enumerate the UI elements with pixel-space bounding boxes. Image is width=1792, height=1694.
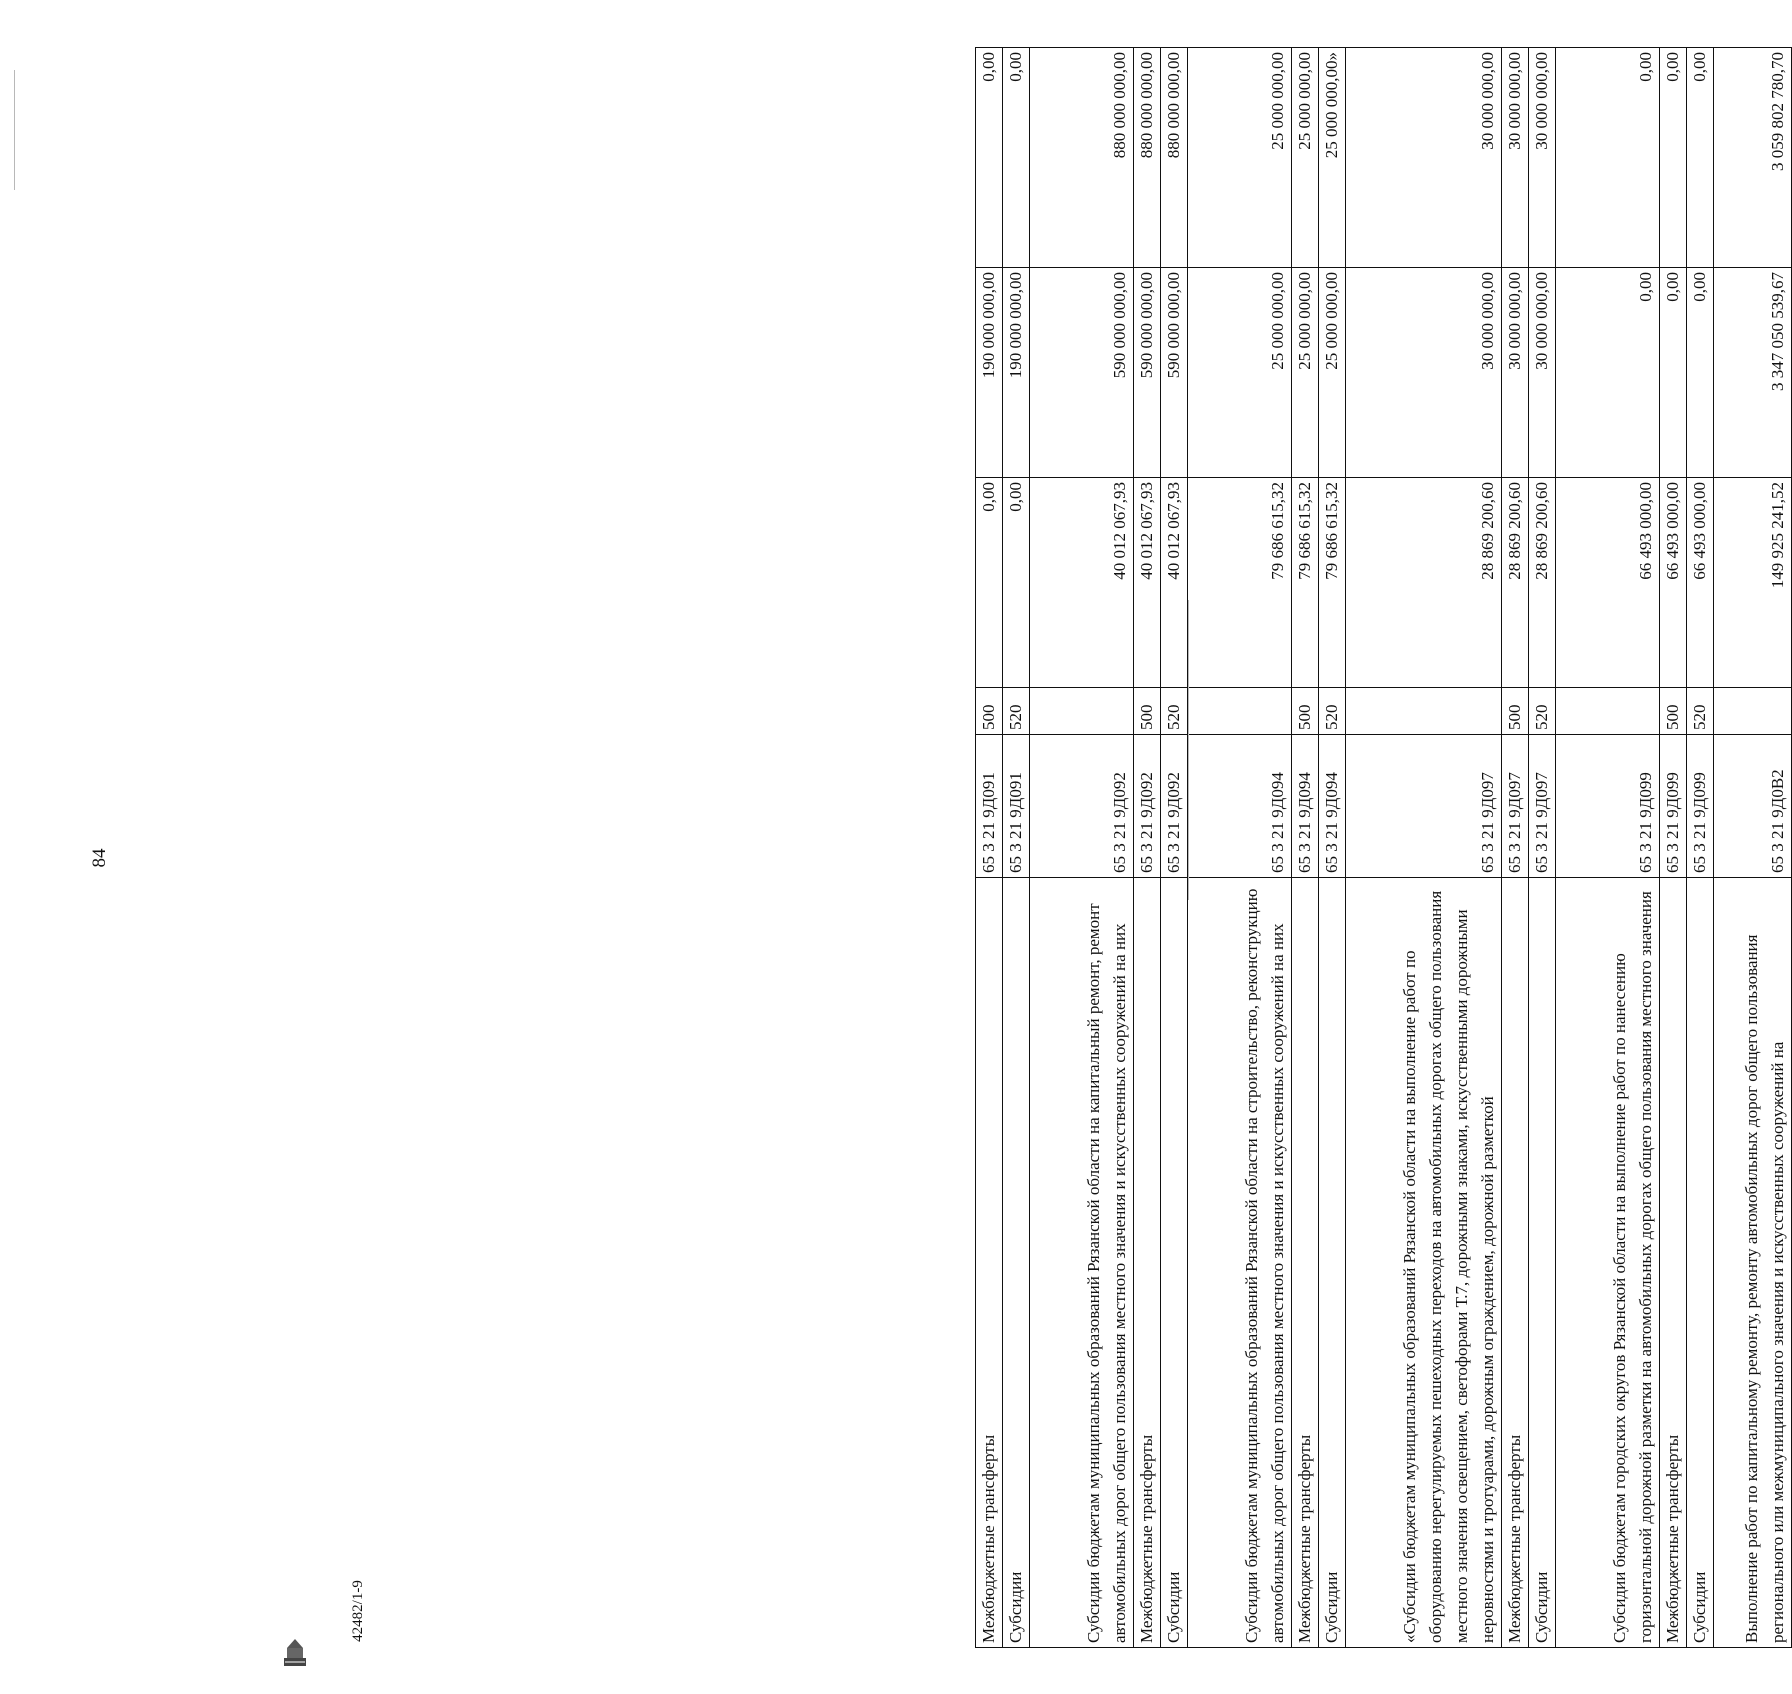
row-value-1: 28 869 200,60	[1346, 478, 1502, 688]
row-value-1: 79 686 615,32	[1319, 478, 1346, 688]
table-row	[1529, 48, 1556, 1648]
row-value-3: 0,00	[1003, 48, 1030, 268]
emblem-icon	[282, 1638, 308, 1668]
row-value-1: 0,00	[976, 478, 1003, 688]
row-value-1: 40 012 067,93	[1030, 478, 1134, 688]
row-value-1: 28 869 200,60	[1529, 478, 1556, 688]
table-row	[1502, 48, 1529, 1648]
row-name: Межбюджетные трансферты	[1502, 878, 1529, 1648]
row-code: 65 3 21 9Д091	[976, 735, 1003, 878]
row-code: 65 3 21 9Д0В2	[1714, 735, 1792, 878]
row-type	[1714, 688, 1792, 735]
row-value-1: 28 869 200,60	[1502, 478, 1529, 688]
row-type: 500	[976, 688, 1003, 735]
row-value-2: 0,00	[1660, 268, 1687, 478]
row-value-3: 880 000 000,00	[1030, 48, 1134, 268]
row-type	[1030, 688, 1134, 735]
table-row	[1134, 48, 1161, 1648]
row-value-2: 190 000 000,00	[1003, 268, 1030, 478]
row-value-2: 25 000 000,00	[1319, 268, 1346, 478]
row-value-3: 25 000 000,00»	[1319, 48, 1346, 268]
row-value-3: 25 000 000,00	[1292, 48, 1319, 268]
row-value-2: 3 347 050 539,67	[1714, 268, 1792, 478]
row-value-2: 0,00	[1556, 268, 1660, 478]
table-row	[1660, 48, 1687, 1648]
table-row	[1714, 48, 1792, 1648]
budget-table-rotated	[975, 48, 1787, 1648]
row-value-1: 66 493 000,00	[1687, 478, 1714, 688]
row-code: 65 3 21 9Д097	[1346, 735, 1502, 878]
row-code: 65 3 21 9Д097	[1529, 735, 1556, 878]
row-value-3: 25 000 000,00	[1188, 48, 1292, 268]
row-name: Субсидии	[1161, 878, 1188, 1648]
row-type: 500	[1292, 688, 1319, 735]
row-value-2: 30 000 000,00	[1502, 268, 1529, 478]
row-value-2: 590 000 000,00	[1134, 268, 1161, 478]
row-name: «Субсидии бюджетам муниципальных образований Рязанской области на выполнение работ по оборудованию нерегулируемых пешеходных переходов на автомобильных дорогах общего пользования местного значения освещением, светофорами Т.7, дорожными знаками, искусственными дорожными неровностями и тротуарами, дорожным ограждением, дорожной разметкой	[1346, 878, 1502, 1648]
document-code: 42482/1-9	[350, 1580, 366, 1642]
row-value-2: 590 000 000,00	[1161, 268, 1188, 478]
row-value-2: 590 000 000,00	[1030, 268, 1134, 478]
row-code: 65 3 21 9Д094	[1188, 735, 1292, 878]
row-value-1: 79 686 615,32	[1188, 478, 1292, 688]
row-type: 520	[1003, 688, 1030, 735]
scan-edge-mark	[14, 70, 15, 190]
row-value-1: 66 493 000,00	[1660, 478, 1687, 688]
row-value-3: 0,00	[1687, 48, 1714, 268]
row-type	[1556, 688, 1660, 735]
row-value-3: 30 000 000,00	[1529, 48, 1556, 268]
row-name: Выполнение работ по капитальному ремонту, ремонту автомобильных дорог общего пользования регионального или межмуниципального значения и искусственных сооружений на	[1714, 878, 1792, 1648]
row-type	[1346, 688, 1502, 735]
row-value-2: 25 000 000,00	[1292, 268, 1319, 478]
table-row	[976, 48, 1003, 1648]
row-value-3: 30 000 000,00	[1346, 48, 1502, 268]
row-value-1: 66 493 000,00	[1556, 478, 1660, 688]
row-name: Субсидии бюджетам городских округов Рязанской области на выполнение работ по нанесению горизонтальной дорожной разметки на автомобильных дорогах общего пользования местного значения	[1556, 878, 1660, 1648]
row-code: 65 3 21 9Д092	[1161, 735, 1188, 878]
row-value-1: 0,00	[1003, 478, 1030, 688]
row-name: Субсидии	[1529, 878, 1556, 1648]
row-value-1: 40 012 067,93	[1161, 478, 1188, 688]
table-row	[1687, 48, 1714, 1648]
table-row	[1556, 48, 1660, 1648]
row-value-2: 25 000 000,00	[1188, 268, 1292, 478]
row-value-1: 149 925 241,52	[1714, 478, 1792, 688]
row-code: 65 3 21 9Д094	[1292, 735, 1319, 878]
row-value-3: 880 000 000,00	[1161, 48, 1188, 268]
row-name: Межбюджетные трансферты	[1292, 878, 1319, 1648]
row-name: Субсидии	[1687, 878, 1714, 1648]
row-code: 65 3 21 9Д099	[1687, 735, 1714, 878]
table-row	[1030, 48, 1134, 1648]
row-name: Межбюджетные трансферты	[976, 878, 1003, 1648]
row-type: 520	[1161, 688, 1188, 735]
row-type	[1188, 688, 1292, 735]
row-value-1: 40 012 067,93	[1134, 478, 1161, 688]
table-row	[1188, 48, 1292, 1648]
row-value-1: 79 686 615,32	[1292, 478, 1319, 688]
budget-table	[975, 47, 1792, 1648]
row-value-2: 30 000 000,00	[1346, 268, 1502, 478]
page-number: 84	[89, 848, 110, 868]
row-name: Межбюджетные трансферты	[1134, 878, 1161, 1648]
row-code: 65 3 21 9Д092	[1030, 735, 1134, 878]
scan-edge-mark	[1188, 600, 1189, 900]
row-value-3: 0,00	[976, 48, 1003, 268]
row-value-2: 190 000 000,00	[976, 268, 1003, 478]
row-type: 500	[1134, 688, 1161, 735]
row-code: 65 3 21 9Д091	[1003, 735, 1030, 878]
row-name: Межбюджетные трансферты	[1660, 878, 1687, 1648]
row-type: 500	[1502, 688, 1529, 735]
row-code: 65 3 21 9Д094	[1319, 735, 1346, 878]
table-row	[1292, 48, 1319, 1648]
row-type: 520	[1529, 688, 1556, 735]
row-code: 65 3 21 9Д092	[1134, 735, 1161, 878]
row-code: 65 3 21 9Д097	[1502, 735, 1529, 878]
row-value-3: 3 059 802 780,70	[1714, 48, 1792, 268]
row-name: Субсидии	[1319, 878, 1346, 1648]
row-value-2: 30 000 000,00	[1529, 268, 1556, 478]
table-row	[1319, 48, 1346, 1648]
row-value-3: 30 000 000,00	[1502, 48, 1529, 268]
row-code: 65 3 21 9Д099	[1556, 735, 1660, 878]
table-row	[1003, 48, 1030, 1648]
row-type: 520	[1687, 688, 1714, 735]
row-type: 500	[1660, 688, 1687, 735]
table-row	[1161, 48, 1188, 1648]
row-value-2: 0,00	[1687, 268, 1714, 478]
row-value-3: 880 000 000,00	[1134, 48, 1161, 268]
row-code: 65 3 21 9Д099	[1660, 735, 1687, 878]
table-row	[1346, 48, 1502, 1648]
row-name: Субсидии	[1003, 878, 1030, 1648]
row-type: 520	[1319, 688, 1346, 735]
row-value-3: 0,00	[1556, 48, 1660, 268]
row-name: Субсидии бюджетам муниципальных образований Рязанской области на капитальный ремонт, ремонт автомобильных дорог общего пользования местного значения и искусственных сооружений на них	[1030, 878, 1134, 1648]
row-name: Субсидии бюджетам муниципальных образований Рязанской области на строительство, реконструкцию автомобильных дорог общего пользования местного значения и искусственных сооружений на них	[1188, 878, 1292, 1648]
row-value-3: 0,00	[1660, 48, 1687, 268]
